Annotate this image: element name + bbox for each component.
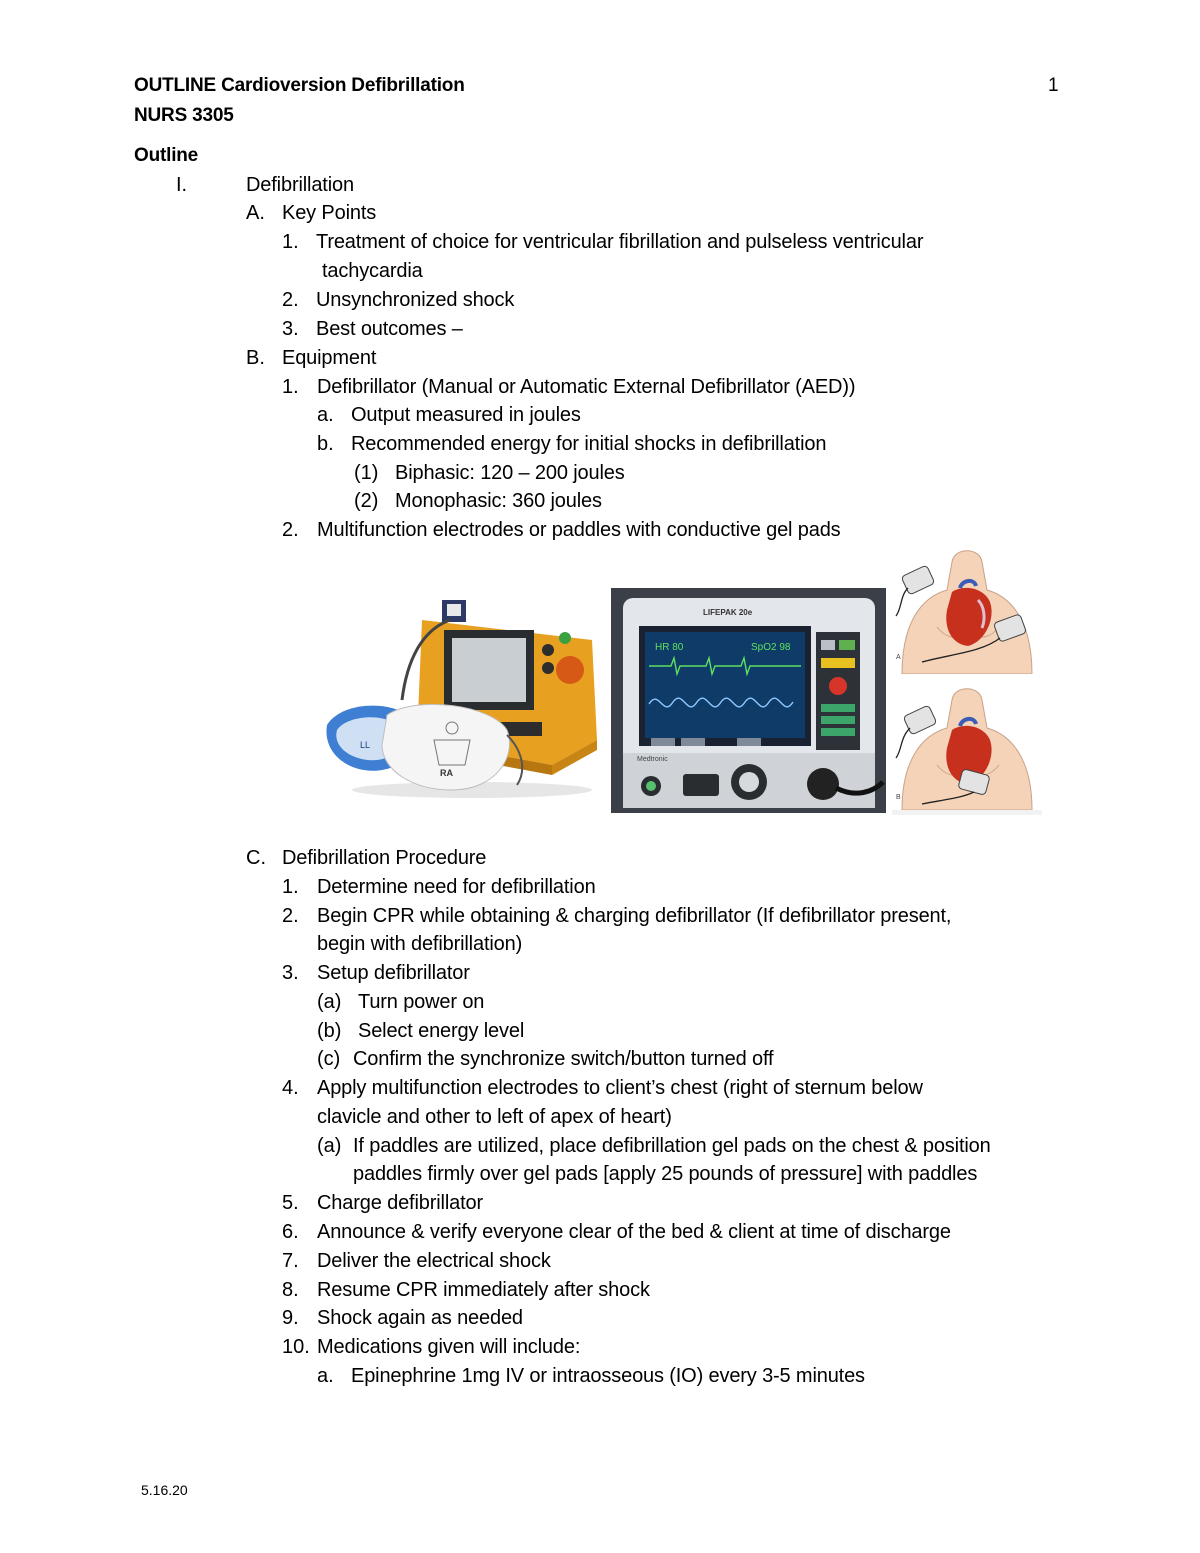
document-title: OUTLINE Cardioversion Defibrillation bbox=[134, 75, 465, 96]
step-marker: 5. bbox=[282, 1192, 299, 1214]
monitor-brand-label: LIFEPAK 20e bbox=[703, 608, 753, 617]
paddle-placement-diagram-a bbox=[892, 542, 1042, 674]
diagram-label-a: A bbox=[896, 654, 901, 661]
step-text: Setup defibrillator bbox=[317, 962, 470, 984]
diagram-label-b: B bbox=[896, 794, 901, 801]
substep-marker: (a) bbox=[317, 991, 342, 1013]
list-item-text: Biphasic: 120 – 200 joules bbox=[395, 462, 625, 484]
list-item-marker: (1) bbox=[354, 462, 379, 484]
list-item-continuation: tachycardia bbox=[322, 260, 423, 282]
svg-text:SpO2 98: SpO2 98 bbox=[751, 642, 791, 653]
step-text: Shock again as needed bbox=[317, 1307, 523, 1329]
aed-device-image bbox=[322, 590, 604, 802]
list-item-text: Output measured in joules bbox=[351, 404, 581, 426]
list-item-marker: 2. bbox=[282, 289, 299, 311]
subsection-c-marker: C. bbox=[246, 847, 266, 869]
list-item-text: Treatment of choice for ventricular fibrillation and pulseless ventricular bbox=[316, 231, 924, 253]
step-text: Deliver the electrical shock bbox=[317, 1250, 551, 1272]
step-marker: 7. bbox=[282, 1250, 299, 1272]
substep-marker: (c) bbox=[317, 1048, 341, 1070]
substep-text: Select energy level bbox=[358, 1020, 525, 1042]
list-item-text: Monophasic: 360 joules bbox=[395, 490, 602, 512]
pad-label-ll: LL bbox=[360, 740, 371, 750]
substep-marker: a. bbox=[317, 1365, 334, 1387]
course-code: NURS 3305 bbox=[134, 105, 234, 126]
pad-label-ra: RA bbox=[440, 768, 453, 778]
list-item-text: Recommended energy for initial shocks in defibrillation bbox=[351, 433, 827, 455]
step-text: Charge defibrillator bbox=[317, 1192, 483, 1214]
step-marker: 9. bbox=[282, 1307, 299, 1329]
list-item-marker: 1. bbox=[282, 231, 299, 253]
subsection-b-title: Equipment bbox=[282, 347, 377, 369]
list-item-text: Defibrillator (Manual or Automatic External Defibrillator (AED)) bbox=[317, 376, 856, 398]
subsection-c-title: Defibrillation Procedure bbox=[282, 847, 487, 869]
step-marker: 6. bbox=[282, 1221, 299, 1243]
substep-marker: (b) bbox=[317, 1020, 342, 1042]
defibrillator-monitor-image bbox=[611, 588, 886, 813]
substep-text: Epinephrine 1mg IV or intraosseous (IO) every 3-5 minutes bbox=[351, 1365, 865, 1387]
step-marker: 8. bbox=[282, 1279, 299, 1301]
list-item-text: Best outcomes – bbox=[316, 318, 463, 340]
list-item-text: Unsynchronized shock bbox=[316, 289, 515, 311]
substep-continuation: paddles firmly over gel pads [apply 25 pounds of pressure] with paddles bbox=[353, 1163, 978, 1185]
list-item-marker: a. bbox=[317, 404, 334, 426]
step-text: Resume CPR immediately after shock bbox=[317, 1279, 650, 1301]
subsection-b-marker: B. bbox=[246, 347, 265, 369]
list-item-marker: 1. bbox=[282, 376, 299, 398]
substep-text: Turn power on bbox=[358, 991, 485, 1013]
list-item-marker: (2) bbox=[354, 490, 379, 512]
step-marker: 2. bbox=[282, 905, 299, 927]
list-item-marker: b. bbox=[317, 433, 334, 455]
step-text: Determine need for defibrillation bbox=[317, 876, 596, 898]
section-i-marker: I. bbox=[176, 174, 188, 196]
list-item-marker: 3. bbox=[282, 318, 299, 340]
list-item-text: Multifunction electrodes or paddles with conductive gel pads bbox=[317, 519, 841, 541]
page-number: 1 bbox=[1048, 75, 1059, 96]
outline-heading: Outline bbox=[134, 145, 199, 166]
subsection-a-marker: A. bbox=[246, 202, 265, 224]
step-text: Begin CPR while obtaining & charging defibrillator (If defibrillator present, bbox=[317, 905, 952, 927]
step-continuation: clavicle and other to left of apex of heart) bbox=[317, 1106, 672, 1128]
step-text: Medications given will include: bbox=[317, 1336, 581, 1358]
step-marker: 1. bbox=[282, 876, 299, 898]
step-marker: 4. bbox=[282, 1077, 299, 1099]
step-continuation: begin with defibrillation) bbox=[317, 933, 523, 955]
step-marker: 3. bbox=[282, 962, 299, 984]
subsection-a-title: Key Points bbox=[282, 202, 377, 224]
substep-marker: (a) bbox=[317, 1135, 342, 1157]
step-text: Announce & verify everyone clear of the bed & client at time of discharge bbox=[317, 1221, 951, 1243]
list-item-marker: 2. bbox=[282, 519, 299, 541]
step-text: Apply multifunction electrodes to client’s chest (right of sternum below bbox=[317, 1077, 923, 1099]
monitor-logo: Medtronic bbox=[637, 756, 668, 763]
substep-text: If paddles are utilized, place defibrillation gel pads on the chest & position bbox=[353, 1135, 991, 1157]
substep-text: Confirm the synchronize switch/button turned off bbox=[353, 1048, 774, 1070]
step-marker: 10. bbox=[282, 1336, 310, 1358]
paddle-placement-diagram-b bbox=[892, 680, 1042, 815]
footer-date: 5.16.20 bbox=[141, 1482, 188, 1498]
section-i-title: Defibrillation bbox=[246, 174, 354, 196]
svg-text:HR 80: HR 80 bbox=[655, 642, 684, 653]
